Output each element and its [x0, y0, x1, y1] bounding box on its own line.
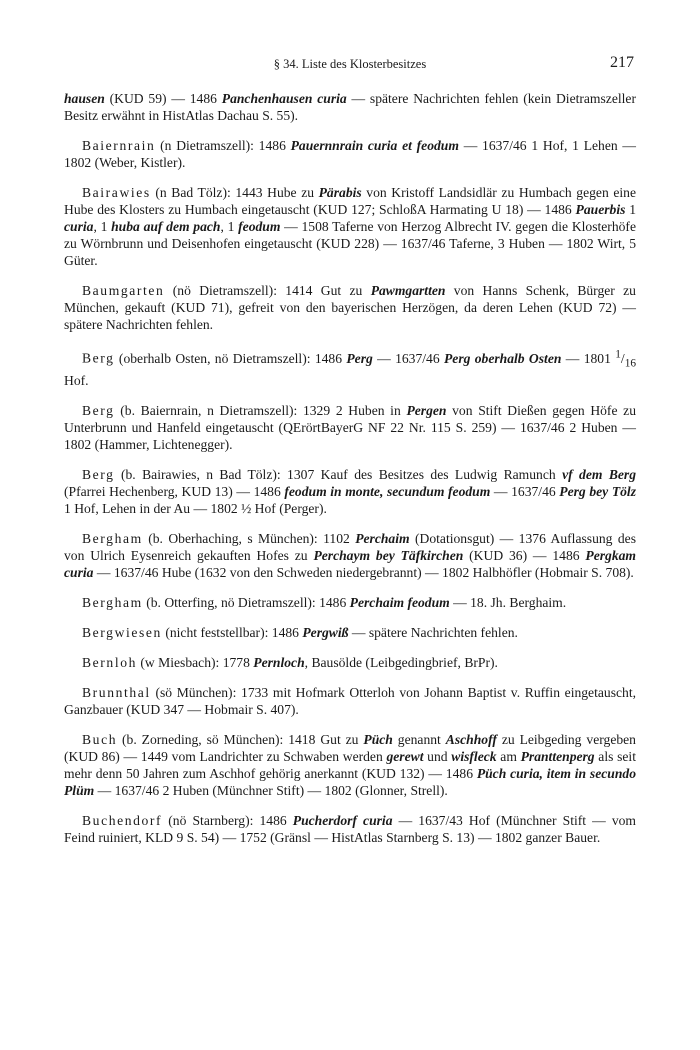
entry-5	[64, 402, 636, 453]
entry-13	[64, 812, 636, 846]
place-name: Baumgarten	[82, 283, 165, 298]
place-name: Buch	[82, 732, 118, 748]
entry-text: (b. Bairawies, n Bad Tölz): 1307 Kauf des Besitzes des Ludwig Ramunch vf dem Berg (Pfarrei Hechenberg, KUD 13) — 1486 feodum in monte, secundum feodum — 1637/46 Perg bey Tölz 1 Hof, Lehen in der Au — 1802 ½ Hof (Perger).	[64, 467, 637, 517]
entry-3	[64, 282, 636, 333]
place-name: Bergham	[82, 531, 143, 547]
place-name: Berg	[82, 350, 115, 366]
entry-12	[64, 731, 636, 799]
entry-text: (n Bad Tölz): 1443 Hube zu Pärabis von Kristoff Landsidlär zu Humbach gegen eine Hube des Klosters zu Humbach eingetauscht (KUD 127; SchloßA Harmating U 18) — 1486 Pauerbis 1 curia, 1 huba auf dem pach, 1 feodum — 1508 Taferne von Herzog Albrecht IV. gegen die Klosterhöfe zu Wörnbrunn und Deisenhofen eingetauscht (KUD 228) — 1637/46 Taferne, 3 Huben — 1802 Wirt, 5 Güter.	[64, 185, 636, 268]
place-name: Berg	[82, 403, 115, 419]
entry-text: (b. Oberhaching, s München): 1102 Perchaim (Dotationsgut) — 1376 Auflassung des von Ulrich Eysenreich gekauften Hofes zu Perchaym bey Täfkirchen (KUD 36) — 1486 Pergkam curia — 1637/46 Hube (1632 von den Schweden niedergebrannt) — 1802 Halbhöfler (Hobmair S. 708).	[64, 531, 636, 581]
page-body	[64, 90, 636, 859]
place-name: Bernloh	[82, 655, 137, 671]
entry-8	[64, 594, 636, 611]
entry-text: (w Miesbach): 1778 Pernloch, Bausölde (Leibgedingbrief, BrPr).	[137, 655, 498, 671]
place-name: Buchendorf	[82, 813, 163, 829]
entry-text: (b. Baiernrain, n Dietramszell): 1329 2 Huben in Pergen von Stift Dießen gegen Höfe zu Unterbrunn und Hanfeld eingetauscht (QErörtBayerG NF 22 Nr. 115 S. 259) — 1637/46 2 Huben — 1802 (Hammer, Lichtenegger).	[64, 403, 636, 453]
place-name: Baiernrain	[82, 138, 156, 153]
entry-1	[64, 137, 636, 171]
entry-text: (nö Starnberg): 1486 Pucherdorf curia — 1637/43 Hof (Münchner Stift — vom Feind ruiniert, KLD 9 S. 54) — 1752 (Gränsl — HistAtlas Starnberg S. 13) — 1802 ganzer Bauer.	[64, 813, 637, 846]
entry-9	[64, 624, 636, 641]
entry-text: (sö München): 1733 mit Hofmark Otterloh von Johann Baptist v. Ruffin eingetauscht, Ganzbauer (KUD 347 — Hobmair S. 407).	[64, 685, 636, 718]
entry-text: hausen (KUD 59) — 1486 Panchenhausen curia — spätere Nachrichten fehlen (kein Dietramszeller Besitz erwähnt in HistAtlas Dachau S. 55).	[64, 91, 636, 123]
entry-2	[64, 184, 636, 269]
entry-text: (nicht feststellbar): 1486 Pergwiß — spätere Nachrichten fehlen.	[161, 625, 518, 641]
entry-text: (oberhalb Osten, nö Dietramszell): 1486 Perg — 1637/46 Perg oberhalb Osten — 1801 $^1/_{16}$ Hof.	[64, 348, 637, 389]
place-name: Bairawies	[82, 185, 151, 200]
place-name: Bergwiesen	[82, 625, 162, 641]
page-number: 217	[610, 54, 634, 71]
entry-10	[64, 654, 636, 671]
place-name: Berg	[82, 467, 115, 483]
entry-text: (b. Otterfing, nö Dietramszell): 1486 Perchaim feodum — 18. Jh. Berghaim.	[142, 595, 567, 611]
section-title: § 34. Liste des Klosterbesitzes	[273, 57, 427, 71]
entry-7	[64, 530, 636, 581]
entry-6	[64, 466, 636, 517]
entry-0	[64, 90, 636, 124]
place-name: Brunnthal	[82, 685, 151, 701]
running-header	[64, 55, 636, 75]
place-name: Bergham	[82, 595, 143, 611]
entry-4	[64, 346, 636, 389]
entry-11	[64, 684, 636, 718]
entry-text: (n Dietramszell): 1486 Pauernnrain curia et feodum — 1637/46 1 Hof, 1 Lehen — 1802 (Weber, Kistler).	[64, 138, 637, 170]
entry-text: (b. Zorneding, sö München): 1418 Gut zu Püch genannt Aschhoff zu Leibgeding vergeben (KUD 86) — 1449 vom Landrichter zu Schwaben werden gerewt und wisfleck am Pranttenperg als seit mehr denn 50 Jahren zum Aschhof gehörig anerkannt (KUD 132) — 1486 Püch curia, item in secundo Plüm — 1637/46 2 Huben (Münchner Stift) — 1802 (Glonner, Strell).	[64, 732, 636, 799]
entry-text: (nö Dietramszell): 1414 Gut zu Pawmgartten von Hanns Schenk, Bürger zu München, gekauft (KUD 71), gefreit von den bayerischen Herzögen, da deren Lehen (KUD 72) — spätere Nachrichten fehlen.	[64, 283, 636, 332]
